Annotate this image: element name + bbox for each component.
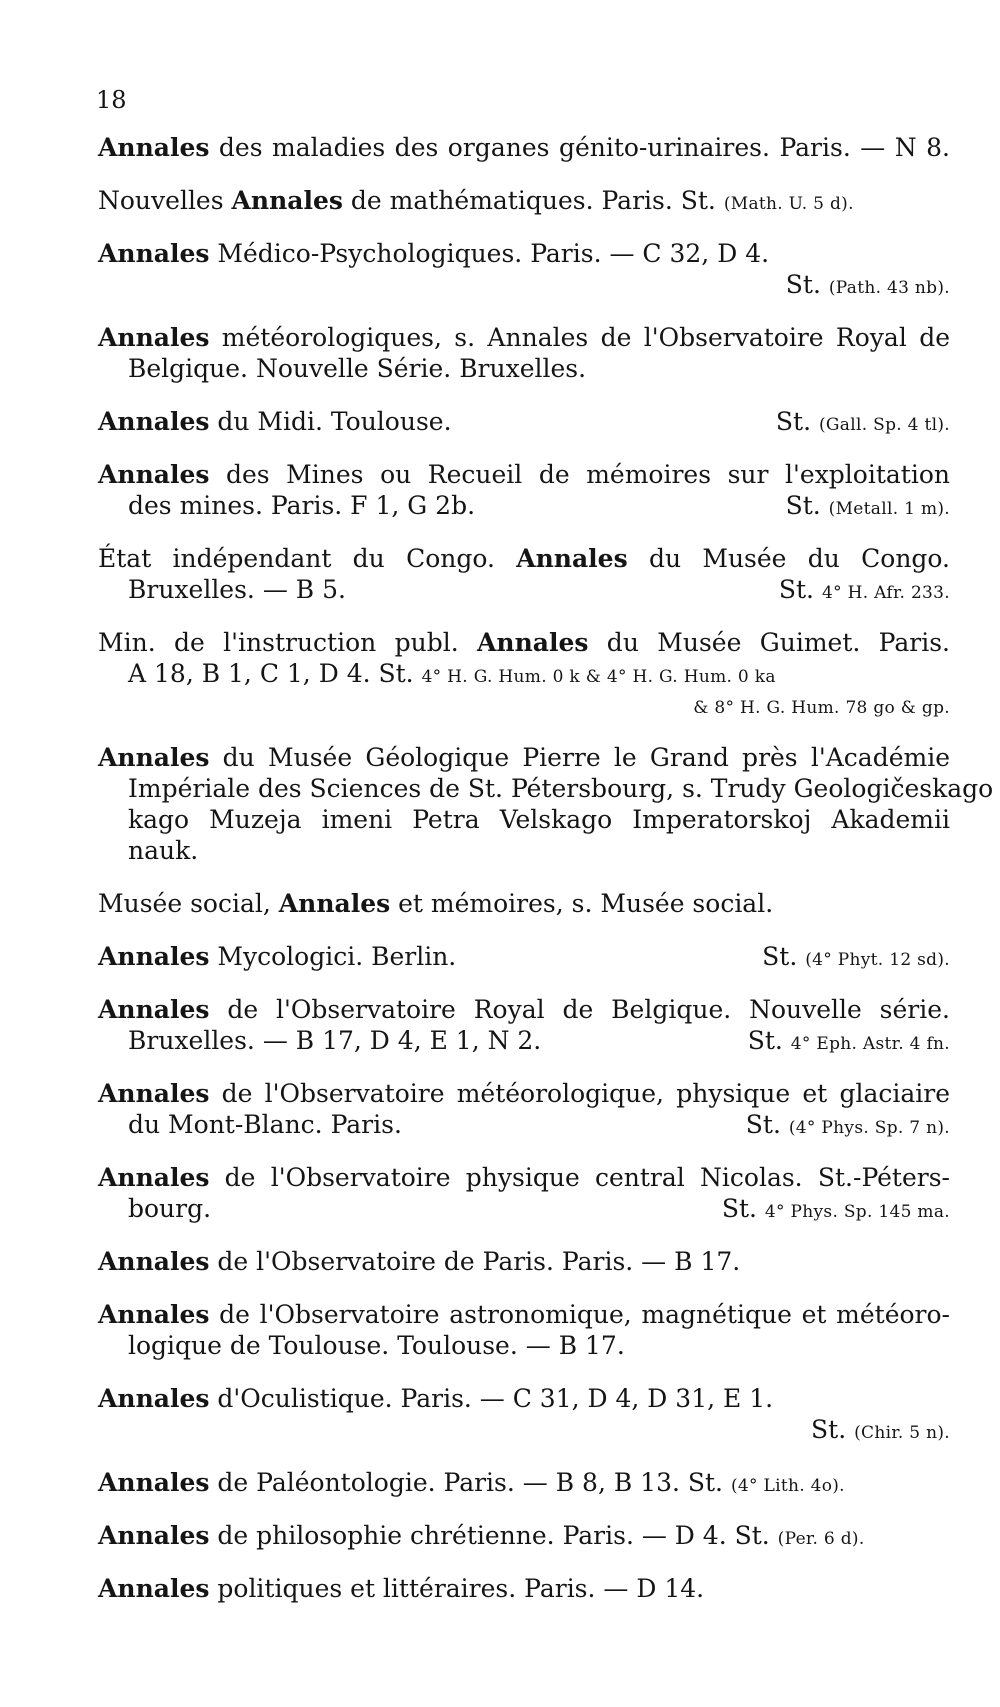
entry-line	[98, 353, 950, 384]
shelf-mark: (Per. 6 d).	[777, 1529, 865, 1549]
entry-shelf	[786, 490, 950, 525]
entry-keyword: Annales	[98, 323, 210, 352]
entry-prefix: Nouvelles	[98, 186, 232, 215]
entry-text: des mines. Paris. F 1, G 2b.	[128, 491, 476, 520]
entry-text: St.	[785, 270, 829, 299]
entry-line	[98, 804, 950, 835]
entry-text: de philosophie chrétienne. Paris. — D 4. St.	[209, 1521, 778, 1550]
shelf-mark: 4° Phys. Sp. 145 ma.	[764, 1202, 950, 1222]
entry-line	[98, 1078, 950, 1109]
entry-text: logique de Toulouse. Toulouse. — B 17.	[128, 1331, 625, 1360]
shelf-mark: (Gall. Sp. 4 tl).	[819, 415, 950, 435]
entry-line	[98, 658, 950, 689]
shelf-mark: (Chir. 5 n).	[854, 1423, 950, 1443]
shelf-mark: (Metall. 1 m).	[828, 499, 950, 519]
entry-line	[98, 1467, 950, 1498]
entry-line	[98, 1573, 950, 1604]
entry-line	[98, 1162, 950, 1193]
entry-keyword: Annales	[98, 133, 210, 162]
entry-keyword: Annales	[98, 407, 210, 436]
catalog-entry	[98, 1573, 950, 1604]
catalog-entry	[98, 994, 950, 1056]
entry-line	[98, 994, 950, 1025]
entry-text: nauk.	[128, 836, 199, 865]
entry-text: St.	[745, 1110, 789, 1139]
entry-keyword: Annales	[98, 1247, 210, 1276]
entry-text: St.	[811, 1415, 855, 1444]
entry-text: de l'Observatoire Royal de Belgique. Nouvelle série.	[209, 995, 950, 1024]
entry-line	[98, 185, 950, 216]
entry-text: de l'Observatoire astronomique, magnétique et météoro-	[209, 1300, 950, 1329]
entry-text: météorologiques, s. Annales de l'Observatoire Royal de	[209, 323, 950, 352]
entry-line	[98, 406, 950, 437]
entry-text: Impériale des Sciences de St. Pétersbourg, s. Trudy Geologičeskago	[128, 774, 994, 803]
entry-prefix: Musée social,	[98, 889, 279, 918]
catalog-entry	[98, 627, 950, 720]
catalog-entry	[98, 132, 950, 163]
entry-line	[98, 269, 950, 300]
entry-keyword: Annales	[98, 460, 210, 489]
catalog-entry	[98, 1467, 950, 1498]
entry-text: politiques et littéraires. Paris. — D 14.	[209, 1574, 705, 1603]
entry-text: A 18, B 1, C 1, D 4. St.	[128, 659, 422, 688]
entry-text: des maladies des organes génito-urinaires. Paris. — N 8.	[209, 133, 950, 162]
entry-text: et mémoires, s. Musée social.	[390, 889, 774, 918]
catalog-entry	[98, 1383, 950, 1445]
entry-line	[98, 459, 950, 490]
entry-keyword: Annales	[98, 995, 210, 1024]
entry-line	[98, 773, 994, 804]
entry-text: des Mines ou Recueil de mémoires sur l'exploitation	[209, 460, 950, 489]
entry-line	[98, 941, 950, 972]
shelf-mark: 4° H. G. Hum. 0 k & 4° H. G. Hum. 0 ka	[421, 667, 776, 687]
entry-keyword: Annales	[98, 1384, 210, 1413]
shelf-mark: (4° Phys. Sp. 7 n).	[788, 1118, 950, 1138]
entry-text: Bruxelles. — B 17, D 4, E 1, N 2.	[128, 1026, 542, 1055]
entry-text: de mathématiques. Paris. St.	[342, 186, 724, 215]
entry-keyword: Annales	[98, 743, 210, 772]
entry-line	[98, 132, 950, 163]
catalog-entry	[98, 1299, 950, 1361]
entry-line	[98, 574, 950, 605]
entry-text: Mycologici. Berlin.	[209, 942, 457, 971]
shelf-mark: (4° Phyt. 12 sd).	[805, 950, 950, 970]
entry-line	[98, 543, 950, 574]
shelf-mark: 4° Eph. Astr. 4 fn.	[790, 1034, 950, 1054]
entry-shelf	[748, 1025, 950, 1060]
entry-line	[98, 238, 950, 269]
shelf-mark: & 8° H. G. Hum. 78 go & gp.	[693, 698, 950, 718]
shelf-mark: (4° Lith. 4o).	[730, 1476, 845, 1496]
entry-text: Bruxelles. — B 5.	[128, 575, 346, 604]
catalog-entry	[98, 1078, 950, 1140]
entry-text: Médico-Psychologiques. Paris. — C 32, D 4.	[209, 239, 770, 268]
entry-text: de l'Observatoire météorologique, physique et glaciaire	[209, 1079, 950, 1108]
entry-keyword: Annales	[98, 1163, 210, 1192]
entry-line	[98, 1246, 950, 1277]
catalog-entry	[98, 406, 950, 437]
entry-keyword: Annales	[231, 186, 343, 215]
catalog-entry	[98, 742, 994, 866]
entry-text: Belgique. Nouvelle Série. Bruxelles.	[128, 354, 587, 383]
entry-keyword: Annales	[516, 544, 628, 573]
entry-text: St.	[762, 942, 806, 971]
entry-keyword: Annales	[98, 1300, 210, 1329]
entry-line	[98, 627, 950, 658]
entry-shelf	[779, 574, 950, 609]
entry-text: d'Oculistique. Paris. — C 31, D 4, D 31, E 1.	[209, 1384, 774, 1413]
catalog-entry	[98, 459, 950, 521]
entry-text: du Mont-Blanc. Paris.	[128, 1110, 402, 1139]
entry-line	[98, 490, 950, 521]
entry-text: St.	[747, 1026, 791, 1055]
entry-prefix: Min. de l'instruction publ.	[98, 628, 478, 657]
entry-line	[98, 689, 950, 720]
catalog-entry	[98, 941, 950, 972]
page-number: 18	[96, 86, 127, 114]
entry-shelf	[722, 1193, 950, 1228]
entry-text: bourg.	[128, 1194, 212, 1223]
entry-text: St.	[721, 1194, 765, 1223]
entry-text: de l'Observatoire physique central Nicolas. St.-Péters-	[209, 1163, 950, 1192]
catalog-entry	[98, 888, 950, 919]
entry-text: du Midi. Toulouse.	[209, 407, 452, 436]
entry-line	[98, 1025, 950, 1056]
entry-keyword: Annales	[98, 942, 210, 971]
catalog-entries	[98, 132, 994, 1604]
entry-text: kago Muzeja imeni Petra Velskago Imperatorskoj Akademii	[128, 805, 950, 834]
shelf-mark: (Path. 43 nb).	[828, 278, 950, 298]
entry-line	[98, 742, 950, 773]
entry-prefix: État indépendant du Congo.	[98, 544, 517, 573]
entry-line	[98, 1109, 950, 1140]
entry-keyword: Annales	[98, 1079, 210, 1108]
entry-line	[98, 1383, 950, 1414]
catalog-entry	[98, 1246, 950, 1277]
shelf-mark: 4° H. Afr. 233.	[821, 583, 950, 603]
entry-shelf	[776, 406, 950, 441]
catalog-entry	[98, 543, 950, 605]
entry-keyword: Annales	[98, 1521, 210, 1550]
entry-line	[98, 835, 950, 866]
catalog-entry	[98, 238, 950, 300]
entry-text: de l'Observatoire de Paris. Paris. — B 17.	[209, 1247, 741, 1276]
entry-line	[98, 1330, 950, 1361]
entry-keyword: Annales	[278, 889, 391, 918]
entry-keyword: Annales	[98, 1574, 210, 1603]
entry-line	[98, 322, 950, 353]
entry-line	[98, 1193, 950, 1224]
catalog-entry	[98, 1162, 950, 1224]
entry-line	[98, 1299, 950, 1330]
entry-keyword: Annales	[98, 239, 210, 268]
entry-shelf	[762, 941, 950, 976]
entry-text: du Musée Géologique Pierre le Grand près l'Académie	[209, 743, 950, 772]
entry-text: du Musée Guimet. Paris.	[588, 628, 950, 657]
entry-line	[98, 1414, 950, 1445]
catalog-entry	[98, 1520, 950, 1551]
entry-keyword: Annales	[477, 628, 589, 657]
entry-text: St.	[778, 575, 822, 604]
catalog-entry	[98, 185, 950, 216]
entry-line	[98, 888, 950, 919]
shelf-mark: (Math. U. 5 d).	[723, 194, 854, 214]
entry-text: St.	[775, 407, 819, 436]
entry-text: du Musée du Congo.	[627, 544, 950, 573]
catalog-entry	[98, 322, 950, 384]
entry-keyword: Annales	[98, 1468, 210, 1497]
entry-line	[98, 1520, 950, 1551]
entry-shelf	[746, 1109, 950, 1144]
entry-text: de Paléontologie. Paris. — B 8, B 13. St.	[209, 1468, 731, 1497]
entry-text: St.	[785, 491, 829, 520]
